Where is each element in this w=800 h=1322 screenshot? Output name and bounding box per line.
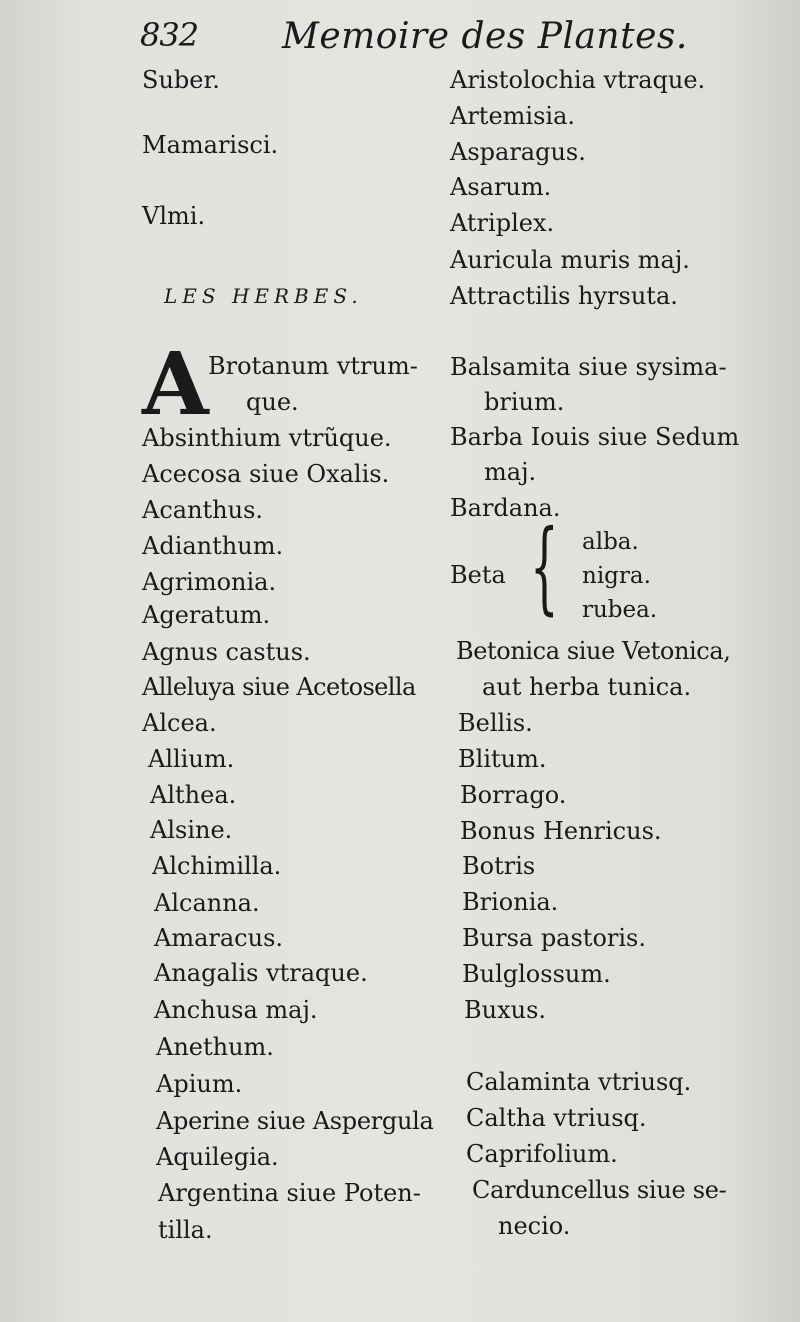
beta-variety: rubea. <box>582 597 658 623</box>
plant-entry: Althea. <box>150 781 237 809</box>
plant-entry: Amaracus. <box>154 924 284 952</box>
section-heading: LES HERBES. <box>164 284 363 308</box>
plant-entry: Barba Iouis siue Sedum <box>450 423 740 451</box>
plant-entry: Asparagus. <box>450 138 586 166</box>
plant-entry-continuation: que. <box>246 388 299 416</box>
plant-entry-continuation: necio. <box>498 1212 571 1240</box>
left-column <box>142 62 432 1322</box>
drop-cap: A <box>142 334 209 435</box>
plant-entry: Borrago. <box>460 781 567 809</box>
plant-entry: Asarum. <box>450 173 552 201</box>
plant-entry: Alleluya siue Acetosella <box>142 673 416 701</box>
plant-entry: Carduncellus siue se- <box>472 1176 727 1204</box>
plant-entry: Blitum. <box>458 745 547 773</box>
tree-entry: Mamarisci. <box>142 131 279 159</box>
tree-entry: Vlmi. <box>142 202 206 230</box>
plant-entry: Agrimonia. <box>142 568 277 596</box>
plant-entry: Apium. <box>156 1070 243 1098</box>
plant-entry: Bonus Henricus. <box>460 817 662 845</box>
plant-entry: Atriplex. <box>450 209 555 237</box>
plant-entry: Agnus castus. <box>142 638 311 666</box>
plant-entry: Botris <box>462 852 536 880</box>
plant-entry: Acecosa siue Oxalis. <box>142 460 390 488</box>
plant-entry: Acanthus. <box>142 496 264 524</box>
plant-entry: Calaminta vtriusq. <box>466 1068 692 1096</box>
plant-entry: Betonica siue Vetonica, <box>456 637 731 665</box>
page-header <box>0 14 800 64</box>
plant-entry: Allium. <box>148 745 235 773</box>
plant-entry-continuation: brium. <box>484 388 565 416</box>
plant-entry: Brotanum vtrum- <box>208 352 418 380</box>
plant-entry: Caltha vtriusq. <box>466 1104 647 1132</box>
plant-entry: Buxus. <box>464 996 547 1024</box>
beta-variety: alba. <box>582 529 639 555</box>
plant-entry: Absinthium vtrũque. <box>142 424 392 452</box>
plant-entry: Attractilis hyrsuta. <box>450 282 678 310</box>
plant-entry: Brionia. <box>462 888 559 916</box>
right-column <box>450 62 760 1322</box>
plant-entry: Anagalis vtraque. <box>154 959 368 987</box>
plant-entry: Aristolochia vtraque. <box>450 66 706 94</box>
plant-entry: Bellis. <box>458 709 533 737</box>
plant-entry-continuation: maj. <box>484 458 537 486</box>
plant-entry: Aperine siue Aspergula <box>156 1107 434 1135</box>
tree-entry: Suber. <box>142 66 220 94</box>
plant-entry: Bardana. <box>450 494 561 522</box>
plant-entry: Artemisia. <box>450 102 576 130</box>
plant-entry: Adianthum. <box>142 532 284 560</box>
plant-entry: Caprifolium. <box>466 1140 618 1168</box>
plant-entry: Ageratum. <box>142 601 271 629</box>
beta-variety: nigra. <box>582 563 651 589</box>
plant-entry: Anethum. <box>156 1033 274 1061</box>
plant-entry: Bulglossum. <box>462 960 611 988</box>
plant-entry: Argentina siue Poten- <box>158 1179 421 1207</box>
plant-entry: Alcanna. <box>154 889 260 917</box>
plant-entry: Auricula muris maj. <box>450 246 690 274</box>
plant-entry: Alcea. <box>142 709 217 737</box>
running-title: Memoire des Plantes. <box>282 16 688 57</box>
plant-entry: Alsine. <box>150 816 233 844</box>
page-number: 832 <box>140 16 199 54</box>
plant-entry-continuation: tilla. <box>158 1216 213 1244</box>
plant-entry-continuation: aut herba tunica. <box>482 673 692 701</box>
curly-brace: { <box>530 508 559 625</box>
plant-entry: Alchimilla. <box>152 852 282 880</box>
beta-label: Beta <box>450 561 506 589</box>
plant-entry: Aquilegia. <box>156 1143 279 1171</box>
plant-entry: Anchusa maj. <box>154 996 318 1024</box>
plant-entry: Balsamita siue sysima- <box>450 353 727 381</box>
plant-entry: Bursa pastoris. <box>462 924 646 952</box>
